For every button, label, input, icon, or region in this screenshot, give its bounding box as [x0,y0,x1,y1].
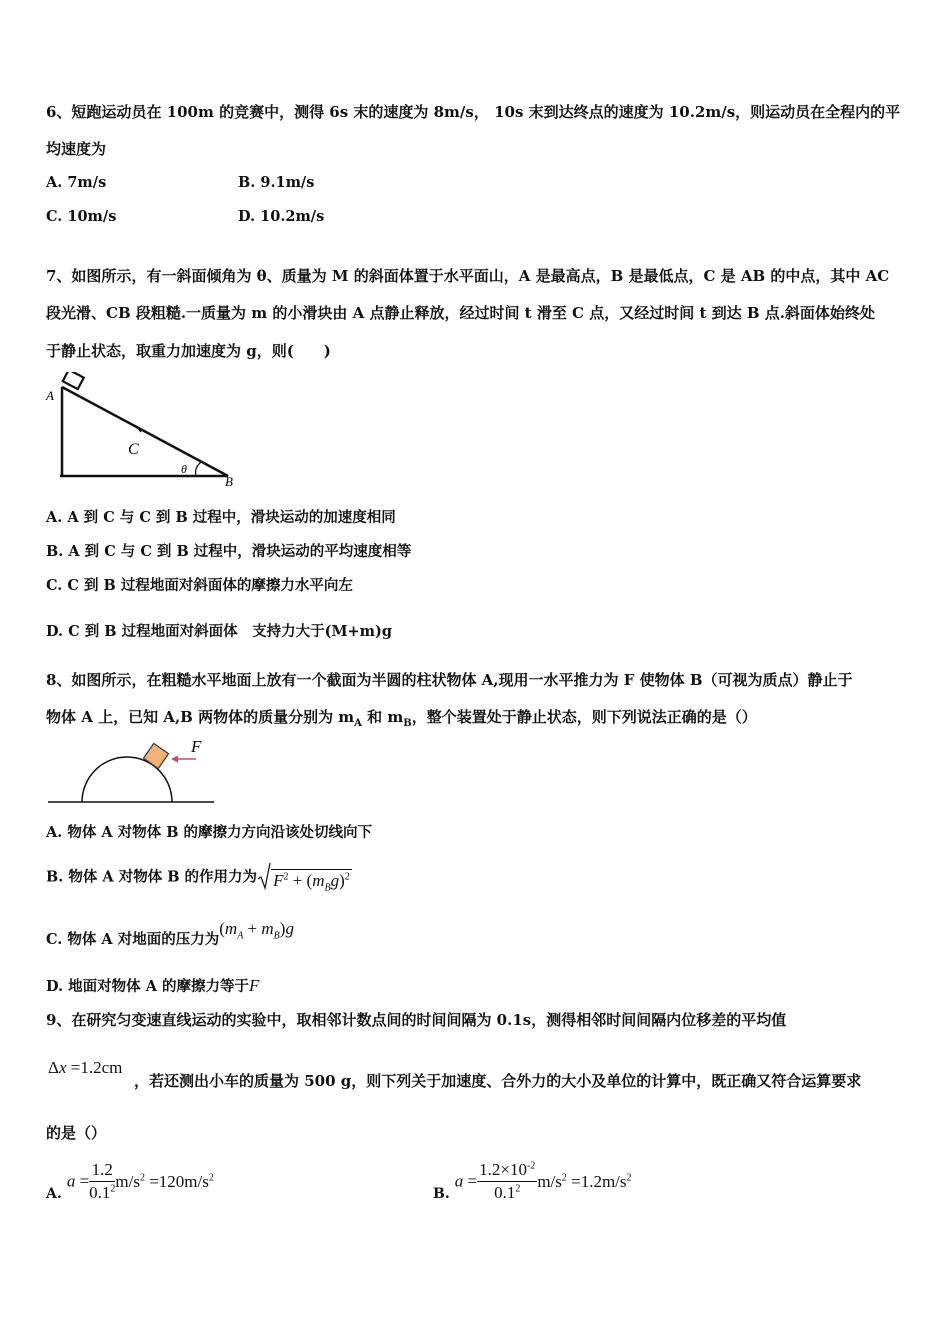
q9-option-b-label: B. [433,1185,450,1202]
q9-option-a-label: A. [46,1185,62,1202]
q7-option-d: D. C 到 B 过程地面对斜面体 支持力大于(M+m)g [46,623,392,640]
q6-stem-line1: 6、短跑运动员在 100m 的竞赛中，测得 6s 末的速度为 8m/s， 10s 末到达终点的速度为 10.2m/s，则运动员在全程内的平 [46,103,901,121]
q7-stem-line1: 7、如图所示，有一斜面倾角为 θ、质量为 M 的斜面体置于水平面山，A 是最高点，B 是最低点，C 是 AB 的中点，其中 AC [46,267,890,285]
figure-label-c: C [128,441,139,458]
semicircle-figure [46,734,218,806]
incline-figure [44,372,244,490]
q8-stem-line2: 物体 A 上，已知 A,B 两物体的质量分别为 $m_A$ 和 $m_B$，整个装置处于静止状态，则下列说法正确的是（） [46,708,757,729]
q8-option-d [46,975,259,998]
q9-option-a: A. a = $\frac{1.2}{0.1^2}$ $m/s^2 =120m/s^2$ [46,1160,214,1202]
q8-option-c-text: C. 物体 A 对地面的压力为 [46,931,220,948]
q7-stem-line2: 段光滑、CB 段粗糙.一质量为 m 的小滑块由 A 点静止释放，经过时间 t 滑至 C 点，又经过时间 t 到达 B 点.斜面体始终处 [46,304,875,322]
q6-option-b: B. 9.1m/s [238,174,315,191]
q7-option-a: A. A 到 C 与 C 到 B 过程中，滑块运动的加速度相同 [46,509,396,526]
q8-option-b [46,866,352,896]
q8-option-c-math: $(m_A + m_B)g$ [219,919,294,942]
q8-option-d-text: D. 地面对物体 A 的摩擦力等于 [46,978,249,995]
figure-label-b: B [225,474,233,489]
q9-stem-line2: ，若还测出小车的质量为 500 g，则下列关于加速度、合外力的大小及单位的计算中，既正确又符合运算要求 [134,1072,862,1090]
q8-option-b-text: B. 物体 A 对物体 B 的作用力为 [46,868,258,886]
q8-option-b-math: $F^2 + (m_Bg)^2$ [257,866,352,899]
q8-option-a: A. 物体 A 对物体 B 的摩擦力方向沿该处切线向下 [46,824,373,841]
q7-option-c: C. C 到 B 过程地面对斜面体的摩擦力水平向左 [46,577,353,594]
q6-stem-line2: 均速度为 [46,140,107,158]
q7-stem-line3: 于静止状态，取重力加速度为 g，则( ) [46,342,331,360]
q9-option-b: B. a = $\frac{1.2\times 10^{-2}}{0.1^2}$ $m/s^2 =1.2m/s^2$ [433,1160,632,1202]
q8-stem-line1: 8、如图所示，在粗糙水平地面上放有一个截面为半圆的柱状物体 A,现用一水平推力为 F 使物体 B（可视为质点）静止于 [46,671,853,689]
q9-stem-line1: 9、在研究匀变速直线运动的实验中，取相邻计数点间的时间间隔为 0.1s，测得相邻时间间隔内位移差的平均值 [46,1011,787,1029]
q6-option-a: A. 7m/s [46,174,107,191]
figure-label-a: A [46,388,54,403]
q9-stem-line3: 的是（） [46,1124,107,1142]
q9-delta-x: Δx =1.2cm [48,1058,123,1077]
q6-option-d: D. 10.2m/s [238,208,325,225]
q8-option-c [46,919,294,957]
figure-label-f: F [191,737,202,756]
q7-option-b: B. A 到 C 与 C 到 B 过程中，滑块运动的平均速度相等 [46,543,412,560]
q6-option-c: C. 10m/s [46,208,117,225]
q8-option-d-math: F [249,976,260,995]
figure-label-theta: θ [181,462,187,476]
